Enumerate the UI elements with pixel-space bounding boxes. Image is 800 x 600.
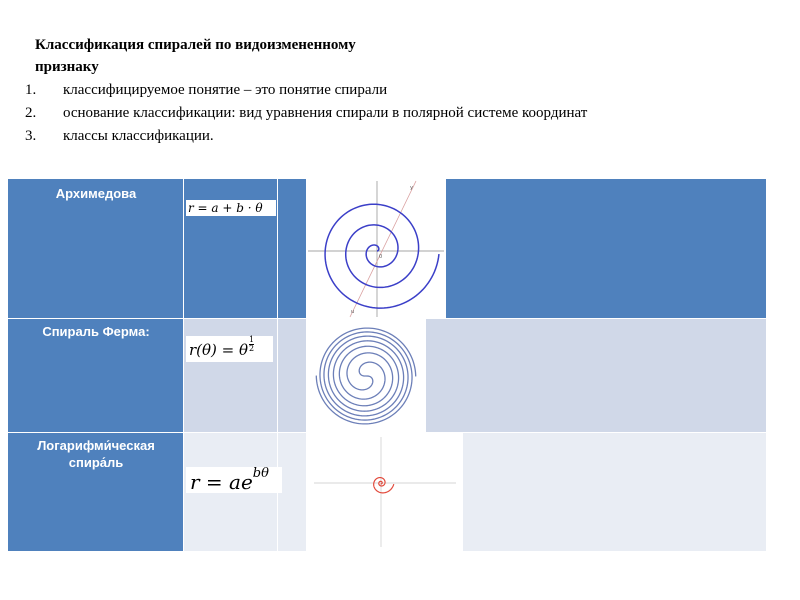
row-fermat-empty-cell — [426, 319, 766, 433]
logarithmic-spiral-graph — [306, 433, 463, 551]
fermat-spiral-image — [306, 319, 426, 433]
lower-label: u — [351, 309, 355, 315]
logarithmic-spiral-curve — [374, 478, 394, 493]
list-item: 1. классифицируемое понятие – это понятие спирали — [25, 82, 388, 98]
column-divider — [277, 179, 278, 551]
reference-line — [350, 181, 416, 317]
archimedes-spiral-image — [306, 179, 446, 319]
row-log-empty-cell — [463, 433, 766, 551]
row-log-name: Логарифми́ческая спира́ль — [37, 438, 155, 470]
list-item: 2. основание классификации: вид уравнения спирали в полярной системе координат — [25, 105, 588, 121]
row-archimedes-name-cell — [8, 179, 184, 319]
row-fermat-name: Спираль Ферма: — [42, 324, 150, 339]
fermat-spiral-graph — [306, 319, 426, 433]
y-axis-label: y — [410, 185, 413, 191]
column-divider — [183, 179, 184, 551]
row-archimedes-empty-cell — [446, 179, 766, 319]
criteria-list — [25, 79, 587, 148]
row-archimedes-spacer-cell — [278, 179, 306, 319]
logarithmic-spiral-image — [306, 433, 463, 551]
archimedes-formula: r = a + b · θ — [186, 200, 276, 216]
origin-label: 0 — [379, 254, 383, 260]
slide-title — [35, 34, 515, 78]
row-fermat-name-cell — [8, 319, 184, 433]
row-log-name-cell — [8, 433, 184, 551]
title-line-2: признаку — [35, 59, 99, 75]
fermat-formula: r(θ) = θ $\frac{1}{2}$ — [186, 336, 273, 362]
row-archimedes-name: Архимедова — [55, 186, 137, 201]
title-line-1: Классификация спиралей по видоизмененному — [35, 37, 356, 53]
list-item: 3. классы классификации. — [25, 128, 214, 144]
log-formula: $r = ae^{b\theta}$ — [186, 467, 282, 493]
archimedes-spiral-graph — [306, 179, 446, 319]
spiral-classification-table — [8, 179, 766, 551]
